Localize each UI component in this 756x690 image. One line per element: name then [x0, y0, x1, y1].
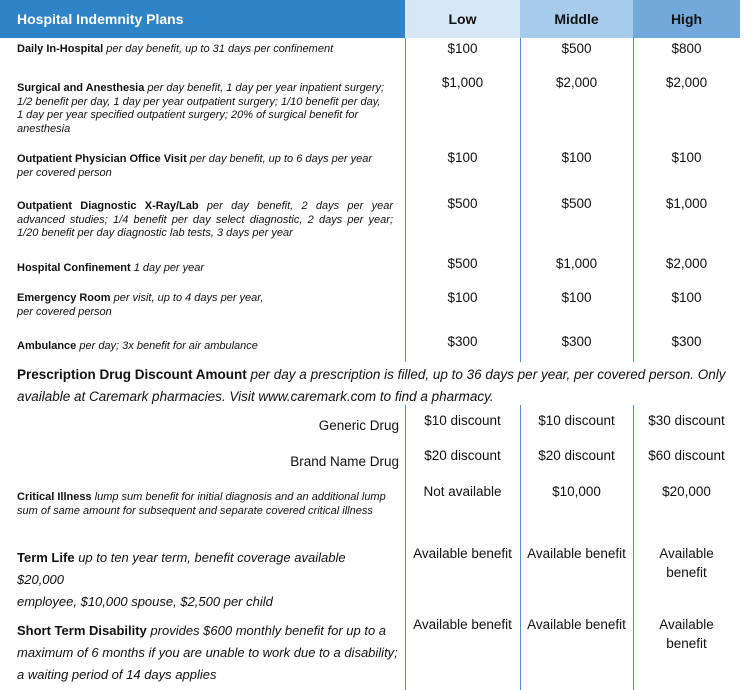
row-label: Short Term Disability provides $600 monthly benefit for up to a maximum of 6 months if you are unable to work due to a disability; a waiting period of 14 days applies	[17, 623, 398, 682]
cell-high: $100	[671, 150, 702, 165]
cell-low: $300	[447, 334, 478, 349]
column-header-low: Low	[405, 0, 520, 38]
cell-low: Not available	[423, 484, 502, 499]
cell-low: $100	[447, 150, 478, 165]
cell-low: $20 discount	[424, 448, 501, 463]
cell-middle: $1,000	[555, 256, 598, 271]
cell-low: Available benefit	[413, 546, 512, 561]
cell-high: Available benefit	[659, 617, 714, 651]
cell-middle: $100	[561, 290, 592, 305]
cell-high: Available benefit	[659, 546, 714, 580]
column-header-high: High	[633, 0, 740, 38]
cell-middle: $500	[561, 41, 592, 56]
cell-high: $1,000	[665, 196, 708, 211]
cell-high: $30 discount	[648, 413, 725, 428]
cell-high: $2,000	[665, 75, 708, 90]
cell-middle: Available benefit	[527, 546, 626, 561]
row-label: Emergency Room per visit, up to 4 days per year, per covered person	[17, 292, 264, 318]
cell-middle: $10,000	[552, 484, 601, 499]
table-title: Hospital Indemnity Plans	[0, 0, 405, 38]
cell-middle: $500	[561, 196, 592, 211]
cell-low: $100	[447, 290, 478, 305]
cell-low: $500	[447, 196, 478, 211]
cell-middle: $300	[561, 334, 592, 349]
row-label: Outpatient Diagnostic X-Ray/Lab per day benefit, 2 days per year advanced studies; 1/4 benefit per day select diagnostic, 2 days per year; 1/20 benefit per day diagnostic lab tests, 3 days per year	[17, 200, 393, 239]
cell-low: $500	[447, 256, 478, 271]
cell-low: $1,000	[441, 75, 484, 90]
brand-drug-label: Brand Name Drug	[290, 454, 399, 469]
row-label: Hospital Confinement 1 day per year	[17, 262, 205, 274]
row-label: Daily In-Hospital per day benefit, up to 31 days per confinement	[17, 43, 334, 55]
cell-high: $100	[671, 290, 702, 305]
row-label: Surgical and Anesthesia per day benefit, 1 day per year inpatient surgery; 1/2 benefit per day, 1 day per year outpatient surgery; 1/10 benefit per day, 1 day per year specified outpatient surgery; 20% of surgical benefit for anesthesia	[17, 82, 385, 135]
cell-middle: $2,000	[555, 75, 598, 90]
cell-low: $10 discount	[424, 413, 501, 428]
row-label: Outpatient Physician Office Visit per day benefit, up to 6 days per year per covered person	[17, 153, 373, 179]
generic-drug-label: Generic Drug	[318, 418, 399, 433]
cell-middle: $100	[561, 150, 592, 165]
cell-middle: Available benefit	[527, 617, 626, 632]
row-label: Critical Illness lump sum benefit for initial diagnosis and an additional lump sum of same amount for subsequent and separate covered critical illness	[17, 491, 386, 517]
column-header-middle: Middle	[520, 0, 633, 38]
cell-high: $300	[671, 334, 702, 349]
cell-low: $100	[447, 41, 478, 56]
row-label: Ambulance per day; 3x benefit for air ambulance	[17, 340, 258, 352]
row-label: Term Life up to ten year term, benefit coverage available $20,000 employee, $10,000 spouse, $2,500 per child	[17, 550, 346, 609]
cell-high: $800	[671, 41, 702, 56]
cell-middle: $20 discount	[538, 448, 615, 463]
cell-high: $60 discount	[648, 448, 725, 463]
cell-high: $20,000	[662, 484, 711, 499]
prescription-section-label: Prescription Drug Discount Amount per day a prescription is filled, up to 36 days per year, per covered person. Only available at Caremark pharmacies. Visit www.caremark.com to find a pharmacy.	[17, 367, 726, 404]
cell-middle: $10 discount	[538, 413, 615, 428]
cell-low: Available benefit	[413, 617, 512, 632]
cell-high: $2,000	[665, 256, 708, 271]
